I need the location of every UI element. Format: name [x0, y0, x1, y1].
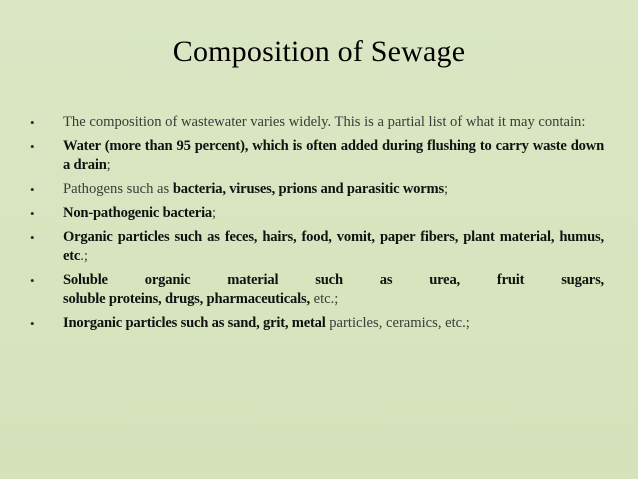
bullet-word: sugars, [561, 272, 604, 288]
bullet-marker: • [30, 273, 35, 288]
bullet-line-justified [63, 271, 604, 290]
bullet-text: .; [80, 248, 88, 264]
bullet-word: Soluble [63, 272, 108, 288]
bullet-text-bold: bacteria, viruses, prions and parasitic worms [172, 181, 444, 197]
bullet-text: Pathogens such as [63, 181, 173, 197]
slide-title: Composition of Sewage [172, 35, 466, 68]
bullet-marker: • [30, 182, 35, 197]
bullet-item-non-pathogenic [30, 204, 604, 223]
bullet-item-pathogens [30, 180, 604, 199]
bullet-text: ; [443, 181, 449, 197]
bullet-text-bold: Inorganic particles such as sand, grit, metal [63, 315, 326, 331]
bullet-text-bold: Organic particles such as feces, hairs, food, vomit, paper fibers, plant material, humus, etc [63, 229, 604, 264]
bullet-list [30, 113, 604, 338]
bullet-text: The composition of wastewater varies widely. This is a partial list of what it may contain: [63, 114, 586, 130]
bullet-item-organic-particles [30, 228, 604, 266]
bullet-text-bold: Non-pathogenic bacteria [63, 205, 213, 221]
bullet-word: fruit [496, 272, 525, 288]
bullet-marker: • [30, 316, 35, 331]
bullet-item-water [30, 137, 604, 175]
bullet-text-bold: soluble proteins, drugs, pharmaceuticals, [63, 291, 310, 307]
bullet-line [63, 290, 604, 309]
bullet-marker: • [30, 139, 35, 154]
bullet-word: as [379, 272, 393, 288]
bullet-word: material [227, 272, 279, 288]
bullet-text: ; [106, 157, 111, 173]
bullet-word: such [315, 272, 343, 288]
bullet-text: etc.; [309, 291, 339, 307]
bullet-text: particles, ceramics, etc.; [325, 315, 470, 331]
bullet-text-bold: Water (more than 95 percent), which is often added during flushing to carry waste down a drain [63, 138, 604, 173]
bullet-marker: • [30, 115, 35, 130]
bullet-word: organic [144, 272, 191, 288]
bullet-item-inorganic-particles [30, 314, 604, 333]
bullet-marker: • [30, 206, 35, 221]
bullet-text: ; [212, 205, 217, 221]
bullet-item-soluble-organic [30, 271, 604, 309]
bullet-marker: • [30, 230, 35, 245]
bullet-item-composition-intro [30, 113, 604, 132]
bullet-word: urea, [429, 272, 461, 288]
